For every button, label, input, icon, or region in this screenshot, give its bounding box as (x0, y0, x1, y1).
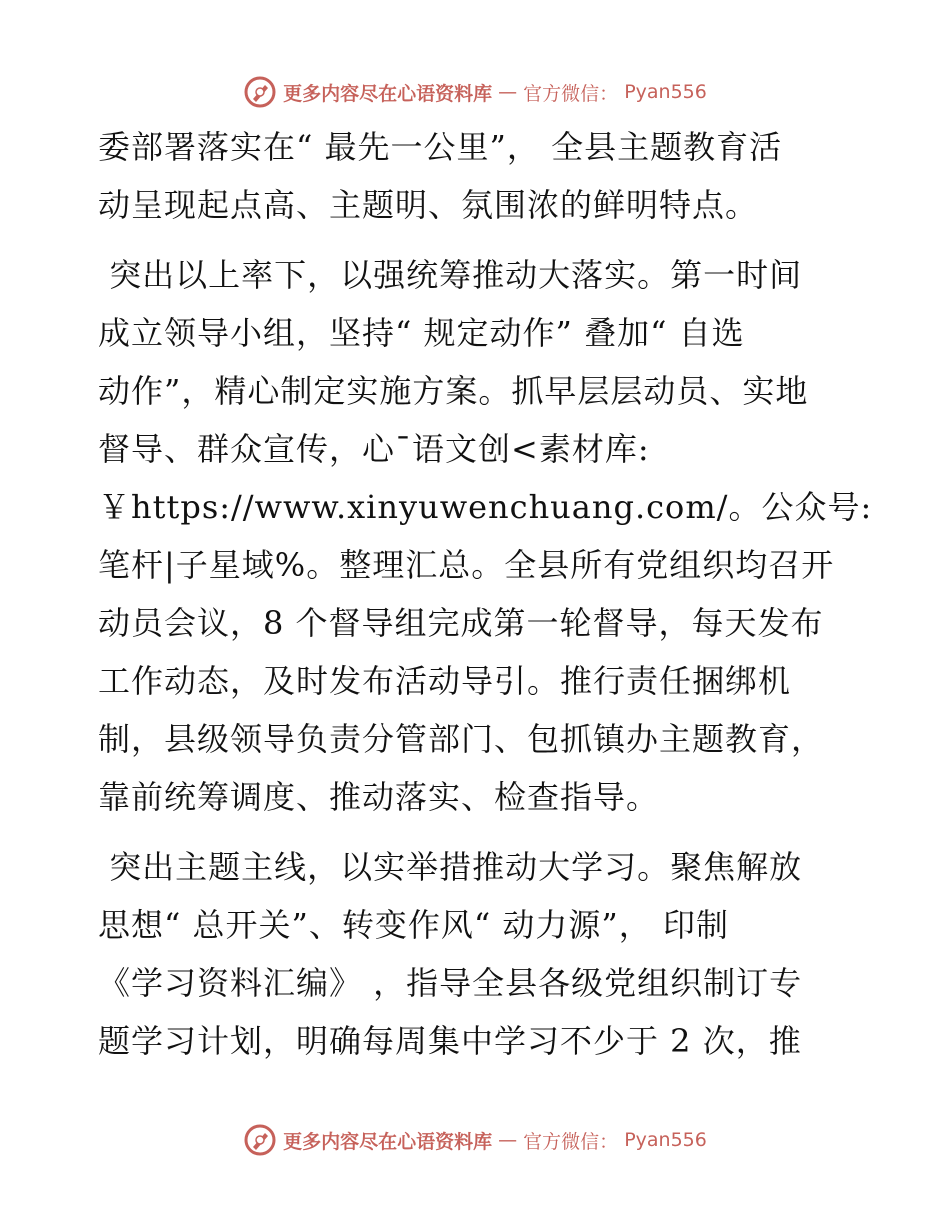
text-line: 笔杆|子星域%。整理汇总。全县所有党组织均召开 (98, 546, 835, 584)
watermark-sub-text: 官方微信： (523, 1130, 619, 1153)
watermark-dash: — (498, 81, 518, 103)
paragraph-1 (98, 118, 858, 234)
text-line: 委部署落实在“ 最先一公里”， 全县主题教育活 (98, 128, 783, 166)
text-line: 动员会议，8 个督导组完成第一轮督导，每天发布 (98, 604, 824, 642)
paragraph-2 (98, 246, 873, 826)
watermark-main-text: 更多内容尽在心语资料库 (283, 1130, 493, 1153)
watermark-account-id: Pyan556 (624, 81, 707, 103)
pen-logo-icon (243, 1123, 277, 1157)
pen-logo-icon (243, 75, 277, 109)
text-line: 制，县级领导负责分管部门、包抓镇办主题教育， (98, 720, 825, 758)
text-line: ￥https://www.xinyuwenchuang.com/。公众号: (98, 488, 873, 526)
text-line: 突出以上率下，以强统筹推动大落实。第一时间 (98, 256, 803, 294)
header-watermark (0, 72, 950, 112)
text-line: 突出主题主线，以实举措推动大学习。聚焦解放 (98, 848, 803, 886)
text-line: 动呈现起点高、主题明、氛围浓的鲜明特点。 (98, 186, 759, 224)
text-line: 动作”，精心制定实施方案。抓早层层动员、实地 (98, 372, 809, 410)
paragraph-3 (98, 838, 858, 1070)
text-line: 《学习资料汇编》 ，指导全县各级党组织制订专 (98, 964, 803, 1002)
watermark-main-text: 更多内容尽在心语资料库 (283, 82, 493, 105)
footer-watermark (0, 1120, 950, 1160)
watermark-account-id: Pyan556 (624, 1129, 707, 1151)
text-line: 工作动态，及时发布活动导引。推行责任捆绑机 (98, 662, 792, 700)
watermark-dash: — (498, 1129, 518, 1151)
text-line: 题学习计划，明确每周集中学习不少于 2 次，推 (98, 1022, 802, 1060)
text-line: 靠前统筹调度、推动落实、检查指导。 (98, 778, 660, 816)
text-line: 督导、群众宣传，心¯语文创<素材库: (98, 430, 650, 468)
watermark-sub-text: 官方微信： (523, 82, 619, 105)
text-line: 思想“ 总开关”、转变作风“ 动力源”， 印制 (98, 906, 729, 944)
document-body (98, 118, 873, 1070)
text-line: 成立领导小组，坚持“ 规定动作” 叠加“ 自选 (98, 314, 745, 352)
